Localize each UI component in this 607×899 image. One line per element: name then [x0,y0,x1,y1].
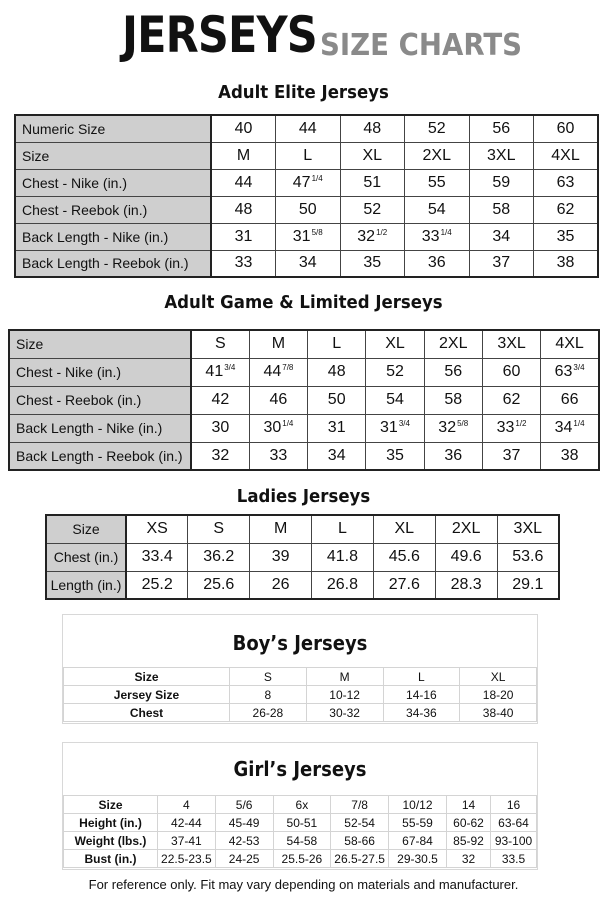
table-cell [424,358,482,386]
row-label-size: Size [15,142,211,169]
cell-value: S [213,520,225,538]
cell-value: 56 [492,119,511,137]
table-cell: 16 [491,796,537,814]
ladies-section-title: Ladies Jerseys [236,486,371,507]
row-label-bust-in: Bust (in.) [64,850,158,868]
table-cell: 38-40 [460,704,537,722]
cell-value: 25.2 [141,575,173,593]
table-row [15,142,598,169]
table-cell [366,386,424,414]
cell-value: 63 [554,363,573,380]
table-cell [211,250,276,277]
table-cell [424,414,482,442]
cell-value: 49.6 [450,548,482,565]
table-cell [250,571,312,599]
table-cell [541,358,599,386]
cell-value: XS [146,520,168,538]
row-label-back-length-nike-in: Back Length - Nike (in.) [15,223,211,250]
table-cell [469,142,534,169]
table-cell [276,196,341,223]
table-cell: S [230,668,307,686]
cell-value: 35 [556,227,575,245]
table-cell: 25.5-26 [273,850,331,868]
table-cell [366,358,424,386]
table-cell: 54-58 [273,832,331,850]
page-subtitle: SIZE CHARTS [320,28,523,63]
cell-value: 60 [556,119,575,137]
cell-value: 59 [492,173,511,191]
cell-value: 54 [427,200,446,218]
table-cell [126,571,188,599]
cell-value: 47 [292,173,311,191]
table-cell [405,169,470,196]
table-cell: 67-84 [389,832,447,850]
cell-value: 41.8 [326,548,359,565]
table-cell: 8 [230,686,307,704]
row-label-back-length-reebok-in: Back Length - Reebok (in.) [9,442,191,470]
row-label-chest-nike-in: Chest - Nike (in.) [15,169,211,196]
row-label-length-in: Length (in.) [46,571,126,599]
cell-value: 44 [298,119,317,137]
table-cell: 37-41 [158,832,216,850]
cell-fraction: 5/8 [311,227,323,237]
table-cell [482,442,540,470]
table-cell: 63-64 [491,814,537,832]
table-cell [191,386,249,414]
table-cell [534,250,599,277]
cell-value: 36.2 [203,548,235,565]
table-cell: 32 [447,850,491,868]
table-cell [312,571,374,599]
table-cell [469,196,534,223]
table-cell [340,115,405,142]
table-cell [405,142,470,169]
cell-value: 39 [271,548,290,565]
table-row [9,358,599,386]
cell-value: 58 [444,391,463,408]
cell-value: XL [394,520,415,538]
cell-value: 3XL [487,146,516,164]
table-cell [340,223,405,250]
table-cell [497,543,559,571]
table-cell [534,169,599,196]
table-row [46,571,559,599]
table-cell: 7/8 [331,796,389,814]
table-cell: 10/12 [389,796,447,814]
game-size-table [8,329,600,471]
table-cell [276,142,341,169]
cell-value: XL [385,335,405,353]
cell-value: 32 [211,446,230,464]
table-cell [340,196,405,223]
table-cell [340,169,405,196]
table-cell [340,142,405,169]
cell-fraction: 3/4 [224,363,236,372]
table-cell [126,543,188,571]
cell-value: 60 [502,363,521,380]
table-cell: 85-92 [447,832,491,850]
cell-value: 34 [554,419,573,436]
table-row [64,796,537,814]
row-label-chest-in: Chest (in.) [46,543,126,571]
table-cell [482,330,540,358]
cell-value: 36 [427,254,446,272]
table-row [46,543,559,571]
table-cell [312,515,374,543]
cell-value: 33 [496,419,515,436]
table-cell [250,515,312,543]
cell-fraction: 1/4 [573,419,585,428]
cell-value: 4XL [555,335,584,353]
table-row [15,169,598,196]
row-label-chest: Chest [64,704,230,722]
boys-size-table [63,667,537,722]
cell-value: 54 [386,391,404,408]
table-cell [497,515,559,543]
cell-value: 37 [492,254,511,272]
table-cell [469,115,534,142]
cell-value: M [273,520,288,538]
cell-value: 35 [363,254,382,272]
cell-fraction: 5/8 [457,419,469,428]
table-row [9,330,599,358]
cell-value: 34 [492,227,511,245]
table-cell: 42-53 [215,832,273,850]
ladies-size-table [45,514,560,600]
table-cell [126,515,188,543]
cell-value: 30 [263,419,282,436]
table-cell [340,250,405,277]
table-cell: XL [460,668,537,686]
table-cell [435,543,497,571]
cell-fraction: 1/2 [515,419,527,428]
cell-value: 40 [234,119,253,137]
cell-fraction: 7/8 [282,363,294,372]
table-cell [249,386,307,414]
cell-value: 3XL [497,335,526,353]
game-section-title: Adult Game & Limited Jerseys [164,292,443,313]
table-cell: 14 [447,796,491,814]
cell-value: 48 [234,200,253,218]
table-cell: 50-51 [273,814,331,832]
table-cell [308,414,366,442]
cell-value: 35 [386,446,404,464]
cell-value: 30 [211,419,230,436]
cell-value: 51 [363,173,382,191]
table-row [46,515,559,543]
table-cell [211,169,276,196]
row-label-chest-reebok-in: Chest - Reebok (in.) [9,386,191,414]
table-cell [405,250,470,277]
table-cell: 4 [158,796,216,814]
table-cell [191,442,249,470]
table-cell: 10-12 [306,686,383,704]
cell-value: 48 [327,363,346,380]
row-label-back-length-nike-in: Back Length - Nike (in.) [9,414,191,442]
table-cell [188,571,250,599]
table-cell: 55-59 [389,814,447,832]
table-cell [405,115,470,142]
cell-value: 32 [357,227,376,245]
footer-note: For reference only. Fit may vary depending on materials and manufacturer. [88,877,519,892]
table-cell [482,358,540,386]
cell-value: 33 [269,446,288,464]
page-title: JERSEYS [122,6,317,64]
cell-value: 53.6 [512,548,544,565]
table-cell [424,386,482,414]
cell-value: 44 [263,363,282,380]
table-row [9,386,599,414]
table-cell: 60-62 [447,814,491,832]
cell-value: 36 [444,446,463,464]
table-cell [469,169,534,196]
table-cell: 58-66 [331,832,389,850]
cell-value: 63 [556,173,575,191]
table-cell [211,115,276,142]
table-cell: 29-30.5 [389,850,447,868]
cell-value: 25.6 [203,575,235,593]
cell-value: 3XL [513,520,543,538]
cell-fraction: 3/4 [398,419,410,428]
cell-value: 58 [492,200,511,218]
table-cell [435,571,497,599]
table-row [15,196,598,223]
table-cell [405,223,470,250]
table-cell [469,223,534,250]
table-cell [249,330,307,358]
table-cell [373,543,435,571]
cell-value: XL [362,146,383,164]
table-cell [250,543,312,571]
table-cell [191,414,249,442]
table-cell [312,543,374,571]
table-cell [308,386,366,414]
cell-value: 37 [502,446,521,464]
table-cell: 34-36 [383,704,460,722]
table-cell: 26.5-27.5 [331,850,389,868]
cell-value: 42 [211,391,230,408]
table-row [15,115,598,142]
cell-value: 32 [438,419,457,436]
row-label-jersey-size: Jersey Size [64,686,230,704]
cell-value: 66 [560,391,579,408]
table-row [64,686,537,704]
table-cell [366,442,424,470]
table-row [64,832,537,850]
cell-value: 2XL [439,335,468,353]
table-cell: 45-49 [215,814,273,832]
cell-value: 62 [502,391,521,408]
table-cell [534,196,599,223]
cell-value: 33 [421,227,440,245]
table-cell [308,330,366,358]
table-cell: 5/6 [215,796,273,814]
table-cell [308,442,366,470]
cell-value: M [271,335,286,353]
table-cell [211,196,276,223]
table-cell [188,543,250,571]
cell-value: 31 [234,227,253,245]
cell-value: 34 [298,254,317,272]
cell-value: L [303,146,313,164]
elite-size-table [14,114,599,278]
cell-fraction: 1/4 [282,419,294,428]
table-cell: 33.5 [491,850,537,868]
table-cell [469,250,534,277]
row-label-chest-reebok-in: Chest - Reebok (in.) [15,196,211,223]
cell-value: 33 [234,254,253,272]
girls-panel [62,742,538,870]
cell-value: 52 [427,119,446,137]
table-cell [534,142,599,169]
table-cell [308,358,366,386]
cell-fraction: 1/2 [376,227,388,237]
table-row [64,704,537,722]
row-label-chest-nike-in: Chest - Nike (in.) [9,358,191,386]
table-cell [482,386,540,414]
cell-value: 4XL [551,146,580,164]
cell-value: 52 [386,363,404,380]
table-cell [276,223,341,250]
table-cell [541,414,599,442]
cell-value: S [215,335,226,353]
cell-value: 46 [269,391,288,408]
cell-value: 31 [292,227,311,245]
table-row [15,223,598,250]
table-cell [405,196,470,223]
table-cell: 42-44 [158,814,216,832]
cell-value: 48 [363,119,382,137]
table-row [9,414,599,442]
cell-value: 50 [298,200,317,218]
cell-value: 33.4 [141,548,173,565]
table-cell [373,571,435,599]
elite-section-title: Adult Elite Jerseys [218,82,389,103]
cell-value: 52 [363,200,382,218]
cell-value: 29.1 [512,575,544,593]
cell-value: 2XL [451,520,481,538]
table-cell: 93-100 [491,832,537,850]
cell-value: 41 [205,363,224,380]
cell-fraction: 1/4 [440,227,452,237]
row-label-size: Size [64,796,158,814]
cell-value: 28.3 [450,575,482,593]
table-cell [276,115,341,142]
cell-value: 62 [556,200,575,218]
row-label-numeric-size: Numeric Size [15,115,211,142]
table-cell: 6x [273,796,331,814]
cell-value: 50 [327,391,346,408]
table-cell [541,386,599,414]
table-cell [188,515,250,543]
table-cell: 22.5-23.5 [158,850,216,868]
table-row [64,668,537,686]
cell-fraction: 3/4 [573,363,585,372]
table-cell: L [383,668,460,686]
table-cell: 14-16 [383,686,460,704]
table-cell [249,442,307,470]
table-cell [424,330,482,358]
table-cell [211,223,276,250]
table-cell [424,442,482,470]
table-cell [497,571,559,599]
cell-value: L [338,520,347,538]
table-cell [276,169,341,196]
table-cell [366,330,424,358]
table-cell [534,115,599,142]
row-label-size: Size [9,330,191,358]
table-cell [191,358,249,386]
row-label-size: Size [46,515,126,543]
table-cell [373,515,435,543]
cell-value: 34 [327,446,346,464]
table-cell: M [306,668,383,686]
row-label-weight-lbs: Weight (lbs.) [64,832,158,850]
cell-value: M [236,146,251,164]
cell-value: 38 [556,254,575,272]
cell-value: 31 [327,419,346,436]
table-cell [435,515,497,543]
boys-panel [62,614,538,724]
cell-value: 55 [427,173,446,191]
girls-size-table [63,795,537,868]
row-label-height-in: Height (in.) [64,814,158,832]
table-cell [541,330,599,358]
table-cell [249,414,307,442]
table-row [64,850,537,868]
table-cell: 26-28 [230,704,307,722]
table-cell [211,142,276,169]
table-cell: 52-54 [331,814,389,832]
cell-value: 2XL [422,146,451,164]
row-label-back-length-reebok-in: Back Length - Reebok (in.) [15,250,211,277]
cell-value: 31 [380,419,398,436]
table-cell [249,358,307,386]
cell-value: 26.8 [326,575,359,593]
table-cell: 18-20 [460,686,537,704]
table-cell: 24-25 [215,850,273,868]
table-cell [541,442,599,470]
cell-value: 38 [560,446,579,464]
table-cell [191,330,249,358]
table-row [64,814,537,832]
cell-value: 26 [271,575,290,593]
girls-section-title: Girl’s Jerseys [233,757,367,781]
table-cell [482,414,540,442]
cell-value: 44 [234,173,253,191]
cell-value: 56 [444,363,463,380]
cell-value: L [332,335,342,353]
table-row [9,442,599,470]
table-cell [276,250,341,277]
row-label-size: Size [64,668,230,686]
cell-value: 45.6 [388,548,420,565]
table-cell [366,414,424,442]
table-row [15,250,598,277]
table-cell [534,223,599,250]
cell-value: 27.6 [388,575,420,593]
table-cell: 30-32 [306,704,383,722]
boys-section-title: Boy’s Jerseys [232,631,368,655]
cell-fraction: 1/4 [311,173,323,183]
